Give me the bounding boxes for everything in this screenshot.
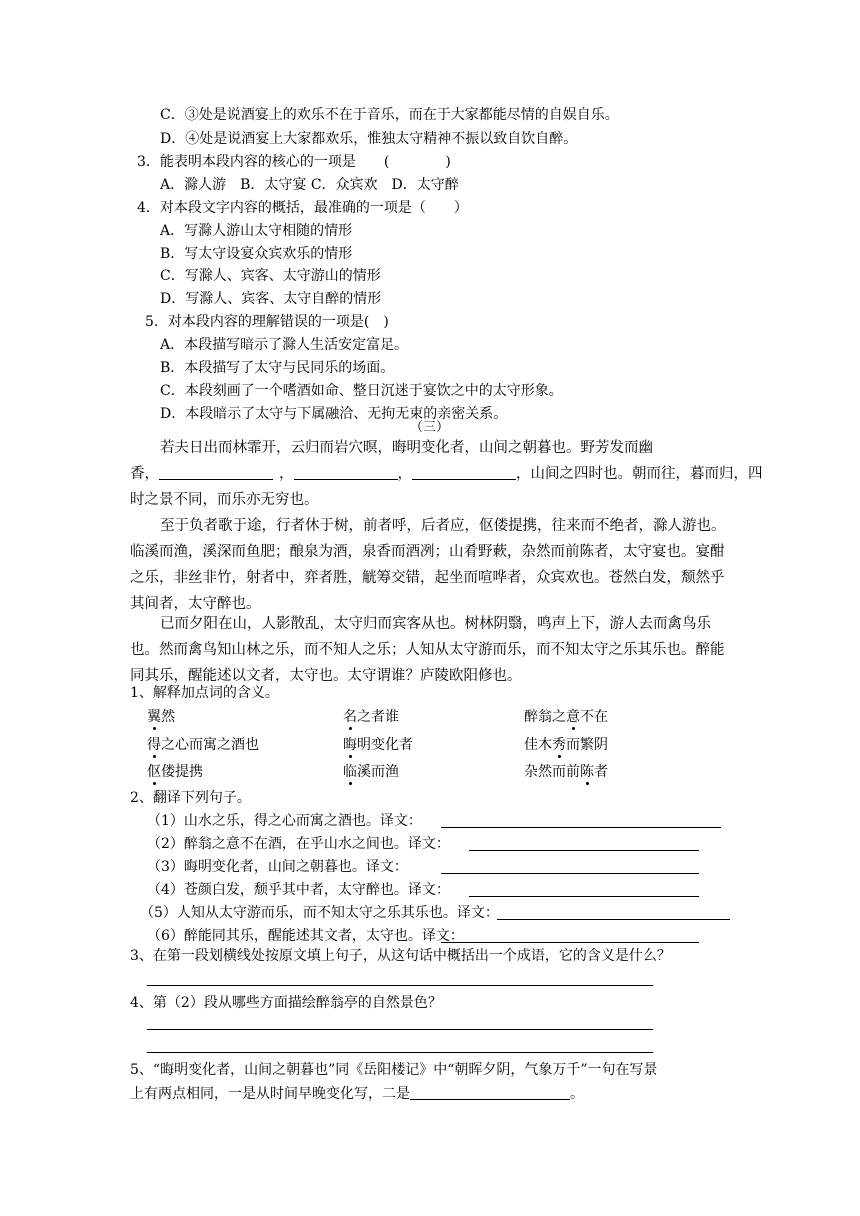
q5-option-d: D．本段暗示了太守与下属融洽、无拘无束的亲密关系。 bbox=[160, 406, 508, 422]
q5-fill-blank[interactable] bbox=[410, 1083, 570, 1100]
vocab-item: 得之心而寓之酒也 bbox=[147, 737, 259, 753]
translation-item: （6）醉能同其乐，醒能述其文者，太守也。译文： bbox=[147, 928, 464, 944]
q3-question: 3、在第一段划横线处按原文填上句子，从这句话中概括出一个成语，它的含义是什么？ bbox=[130, 948, 671, 964]
fill-blank-2[interactable] bbox=[294, 463, 398, 480]
translation-item: （5）人知从太守游而乐，而不知太守之乐其乐也。译文： bbox=[140, 905, 499, 921]
q5-option-a: A．本段描写暗示了滁人生活安定富足。 bbox=[160, 337, 409, 353]
translation-answer-line[interactable] bbox=[441, 827, 721, 828]
vocab-item: 醉翁之意不在 bbox=[524, 709, 608, 725]
answer-line[interactable] bbox=[147, 1052, 653, 1053]
section-heading: （三） bbox=[410, 420, 450, 435]
vocab-item: 佳木秀而繁阴 bbox=[524, 737, 608, 753]
q5-text: 。 bbox=[570, 1086, 584, 1102]
q3-stem: 3．能表明本段内容的核心的一项是 ( ) bbox=[137, 154, 451, 170]
dotted-character: 秀 bbox=[552, 737, 566, 753]
translation-answer-line[interactable] bbox=[441, 873, 699, 874]
q4-option-d: D．写滁人、宾客、太守自醉的情形 bbox=[160, 291, 382, 307]
q5-question-line1: 5、“晦明变化者，山间之朝暮也”同《岳阳楼记》中“朝晖夕阴，气象万千”一句在写景 bbox=[130, 1062, 658, 1078]
passage-p1-line1: 若夫日出而林霏开，云归而岩穴暝，晦明变化者，山间之朝暮也。野芳发而幽 bbox=[160, 440, 653, 456]
vocab-item: 名之者谁 bbox=[343, 709, 399, 725]
q4-question: 4、第（2）段从哪些方面描绘醉翁亭的自然景色？ bbox=[130, 995, 442, 1011]
q3-options: A．滁人游 B．太守宴 C．众宾欢 D．太守醉 bbox=[160, 177, 459, 193]
dotted-character: 伛 bbox=[147, 764, 161, 780]
passage-p2: 至于负者歌于途，行者休于树，前者呼，后者应，伛偻提携，往来而不绝者，滁人游也。临溪而渔，溪深而鱼肥；酿泉为酒，泉香而酒冽；山肴野蔌，杂然而前陈者，太守宴也。宴酣之乐，非丝非竹，射者中，弈者胜，觥筹交错，起坐而喧哗者，众宾欢也。苍然白发，颓然乎其间者，太守醉也。 bbox=[130, 518, 726, 612]
dotted-character: 晦 bbox=[343, 737, 357, 753]
q5-stem: 5．对本段内容的理解错误的一项是( ) bbox=[145, 314, 389, 330]
dotted-character: 名 bbox=[343, 709, 357, 725]
q5-text: 上有两点相同，一是从时间早晚变化写，二是 bbox=[130, 1086, 410, 1102]
passage-text: ，山间之四时也。朝而往，暮而归，四 bbox=[516, 466, 763, 482]
q4-option-a: A．写滁人游山太守相随的情形 bbox=[160, 223, 353, 239]
q5-option-b: B．本段描写了太守与民同乐的场面。 bbox=[160, 360, 395, 376]
vocab-item: 伛偻提携 bbox=[147, 764, 203, 780]
translation-answer-line[interactable] bbox=[469, 896, 699, 897]
q5-option-c: C．本段刻画了一个嗜酒如命、整日沉迷于宴饮之中的太守形象。 bbox=[160, 383, 563, 399]
dotted-character: 意 bbox=[566, 709, 580, 725]
translation-item: （4）苍颜白发，颓乎其中者，太守醉也。译文： bbox=[147, 882, 450, 898]
translation-answer-line[interactable] bbox=[497, 919, 730, 920]
vocab-item: 晦明变化者 bbox=[343, 737, 413, 753]
passage-p3: 已而夕阳在山，人影散乱，太守归而宾客从也。树林阴翳，鸣声上下，游人去而禽鸟乐也。然而禽鸟知山林之乐，而不知人之乐；人知从太守游而乐，而不知太守之乐其乐也。醉能同其乐，醒能述以文者，太守也。太守谓谁？庐陵欧阳修也。 bbox=[130, 616, 725, 684]
translation-item: （2）醉翁之意不在酒，在乎山水之间也。译文： bbox=[147, 836, 450, 852]
dotted-character: 翼 bbox=[147, 709, 161, 725]
answer-line[interactable] bbox=[147, 1029, 653, 1030]
answer-line[interactable] bbox=[147, 985, 653, 986]
passage-text: ， bbox=[279, 466, 294, 482]
dotted-character: 临 bbox=[343, 764, 357, 780]
translation-answer-line[interactable] bbox=[469, 850, 699, 851]
fill-blank-1[interactable] bbox=[159, 463, 273, 480]
q2-stem: 2、翻译下列句子。 bbox=[130, 790, 251, 806]
q1-stem: 1、解释加点词的含义。 bbox=[130, 685, 279, 701]
dotted-character: 陈 bbox=[580, 764, 594, 780]
q2-option-c: C．③处是说酒宴上的欢乐不在于音乐，而在于大家都能尽情的自娱自乐。 bbox=[160, 107, 619, 123]
dotted-character: 得 bbox=[147, 737, 161, 753]
translation-item: （3）晦明变化者，山间之朝暮也。译文： bbox=[147, 859, 408, 875]
translation-answer-line[interactable] bbox=[441, 942, 699, 943]
passage-text: ， bbox=[397, 466, 412, 482]
passage-p1-line3: 时之景不同，而乐亦无穷也。 bbox=[130, 492, 319, 508]
translation-item: （1）山水之乐，得之心而寓之酒也。译文： bbox=[147, 813, 422, 829]
fill-blank-3[interactable] bbox=[412, 463, 516, 480]
passage-text: 香， bbox=[130, 466, 159, 482]
q5-question-line2 bbox=[130, 1083, 584, 1104]
vocab-item: 杂然而前陈者 bbox=[524, 764, 608, 780]
vocab-item: 翼然 bbox=[147, 709, 175, 725]
q4-option-c: C．写滁人、宾客、太守游山的情形 bbox=[160, 268, 381, 284]
vocab-item: 临溪而渔 bbox=[343, 764, 399, 780]
passage-p1-line2 bbox=[130, 461, 763, 487]
q4-stem: 4．对本段文字内容的概括，最准确的一项是（ ） bbox=[137, 200, 468, 216]
q2-option-d: D．④处是说酒宴上大家都欢乐，惟独太守精神不振以致自饮自醉。 bbox=[160, 131, 578, 147]
q4-option-b: B．写太守设宴众宾欢乐的情形 bbox=[160, 246, 353, 262]
